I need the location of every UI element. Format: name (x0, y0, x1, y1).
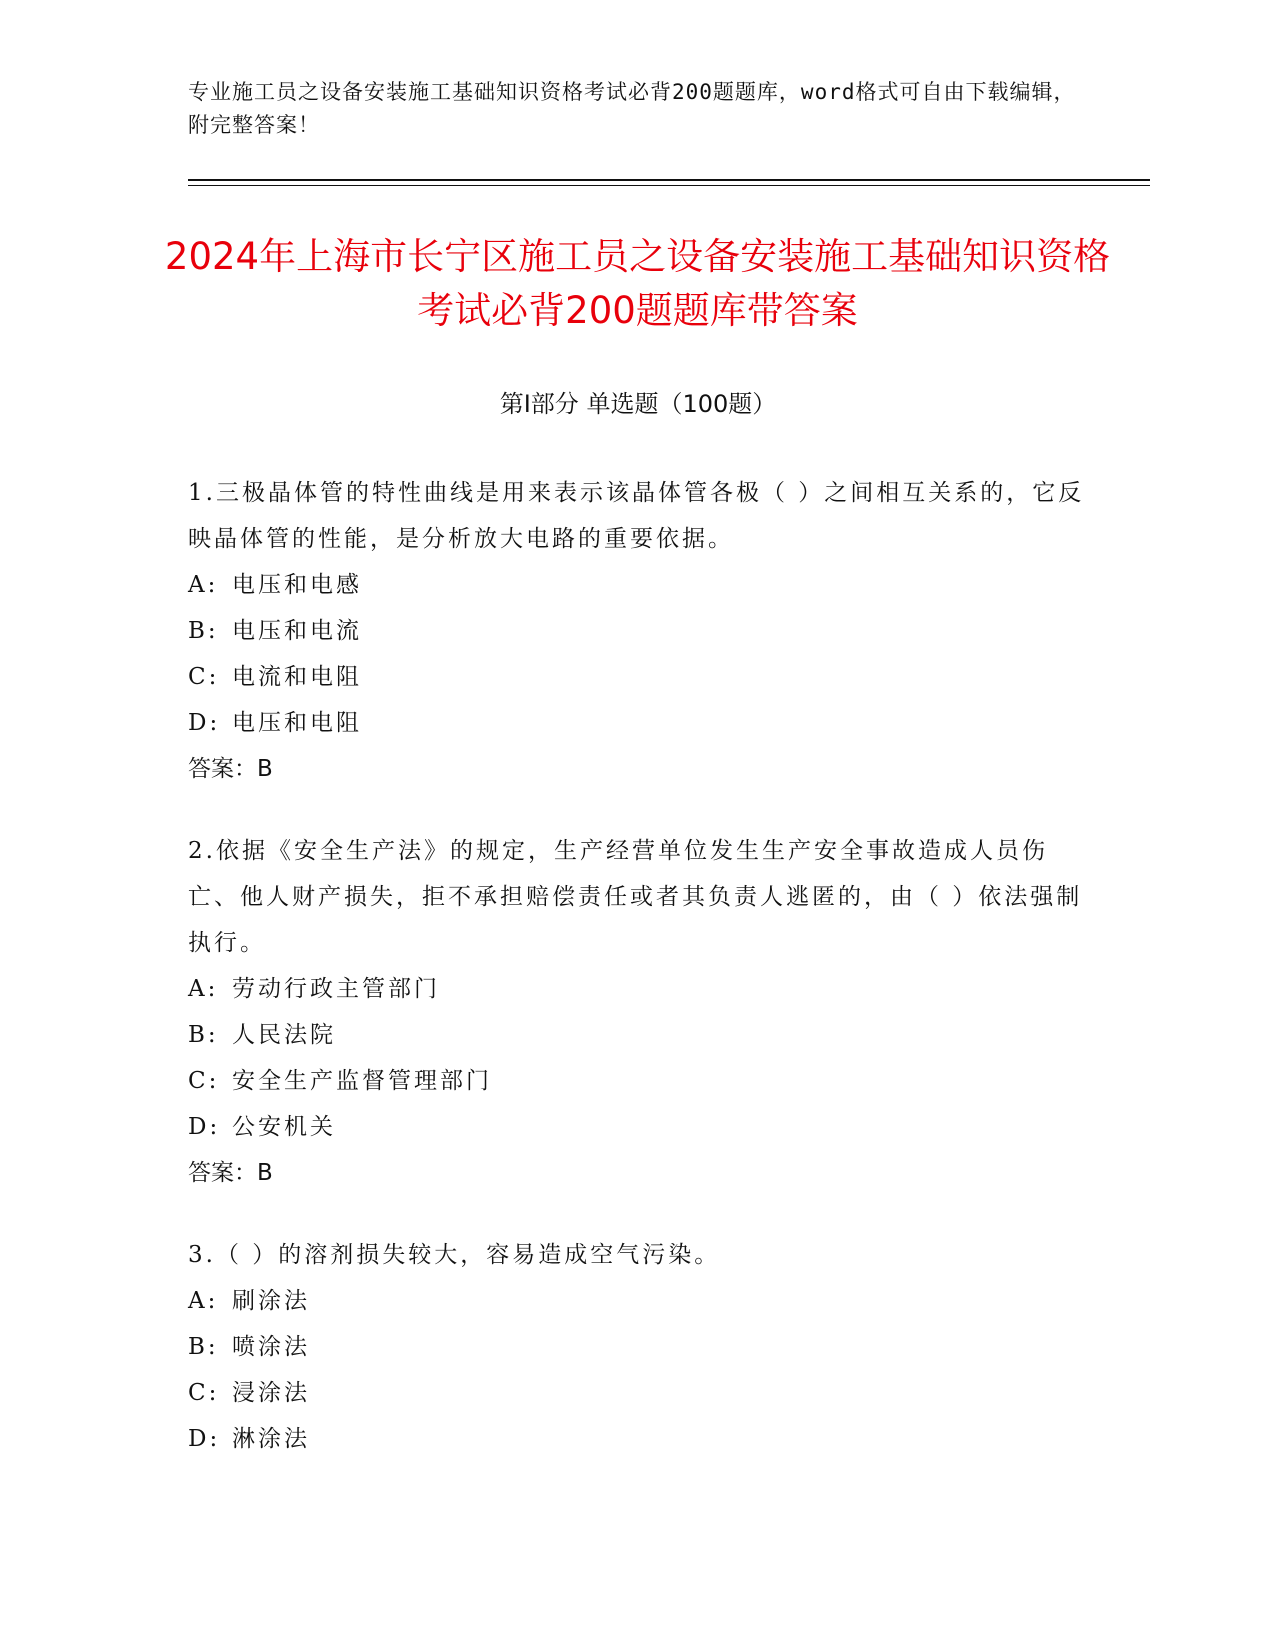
option-text: 电压和电阻 (232, 710, 362, 736)
option-key: D: (188, 1114, 221, 1140)
header-rule-thick (188, 179, 1150, 181)
option-c (188, 1370, 1088, 1416)
option-b (188, 1324, 1088, 1370)
option-d (188, 1104, 1088, 1150)
option-key: C: (188, 1068, 220, 1094)
option-text: 人民法院 (232, 1022, 336, 1048)
option-c (188, 1058, 1088, 1104)
option-text: 电压和电感 (232, 572, 362, 598)
question-stem: 1.三极晶体管的特性曲线是用来表示该晶体管各极（ ）之间相互关系的，它反映晶体管的性能，是分析放大电路的重要依据。 (188, 480, 1085, 552)
option-d (188, 700, 1088, 746)
option-b (188, 608, 1088, 654)
option-b (188, 1012, 1088, 1058)
option-text: 浸涂法 (232, 1380, 310, 1406)
answer-line: 答案：B (188, 756, 273, 782)
answer-line: 答案：B (188, 1160, 273, 1186)
option-key: A: (188, 976, 219, 1002)
question-3 (188, 1232, 1088, 1462)
section-title: 第I部分 单选题（100题） (499, 390, 777, 418)
option-key: A: (188, 572, 219, 598)
option-key: B: (188, 1334, 219, 1360)
header-note: 专业施工员之设备安装施工基础知识资格考试必背200题题库，word格式可自由下载编辑，附完整答案！ (188, 80, 1076, 137)
option-c (188, 654, 1088, 700)
header-rule-thin (188, 185, 1150, 186)
option-text: 劳动行政主管部门 (232, 976, 440, 1002)
option-text: 喷涂法 (232, 1334, 310, 1360)
question-stem: 2.依据《安全生产法》的规定，生产经营单位发生生产安全事故造成人员伤亡、他人财产损失，拒不承担赔偿责任或者其负责人逃匿的，由（ ）依法强制执行。 (188, 838, 1083, 956)
option-text: 公安机关 (232, 1114, 336, 1140)
option-key: D: (188, 1426, 221, 1452)
option-key: D: (188, 710, 221, 736)
question-1 (188, 470, 1088, 792)
option-d (188, 1416, 1088, 1462)
document-title: 2024年上海市长宁区施工员之设备安装施工基础知识资格考试必背200题题库带答案 (164, 235, 1111, 332)
option-a (188, 1278, 1088, 1324)
option-key: C: (188, 1380, 220, 1406)
question-stem: 3.（ ）的溶剂损失较大，容易造成空气污染。 (188, 1242, 721, 1268)
option-a (188, 966, 1088, 1012)
option-text: 淋涂法 (232, 1426, 310, 1452)
option-text: 安全生产监督管理部门 (232, 1068, 492, 1094)
option-key: B: (188, 1022, 219, 1048)
option-text: 电压和电流 (232, 618, 362, 644)
question-list (188, 470, 1088, 1498)
option-key: C: (188, 664, 220, 690)
option-text: 电流和电阻 (232, 664, 362, 690)
option-key: A: (188, 1288, 219, 1314)
option-text: 刷涂法 (232, 1288, 310, 1314)
option-a (188, 562, 1088, 608)
question-2 (188, 828, 1088, 1196)
option-key: B: (188, 618, 219, 644)
